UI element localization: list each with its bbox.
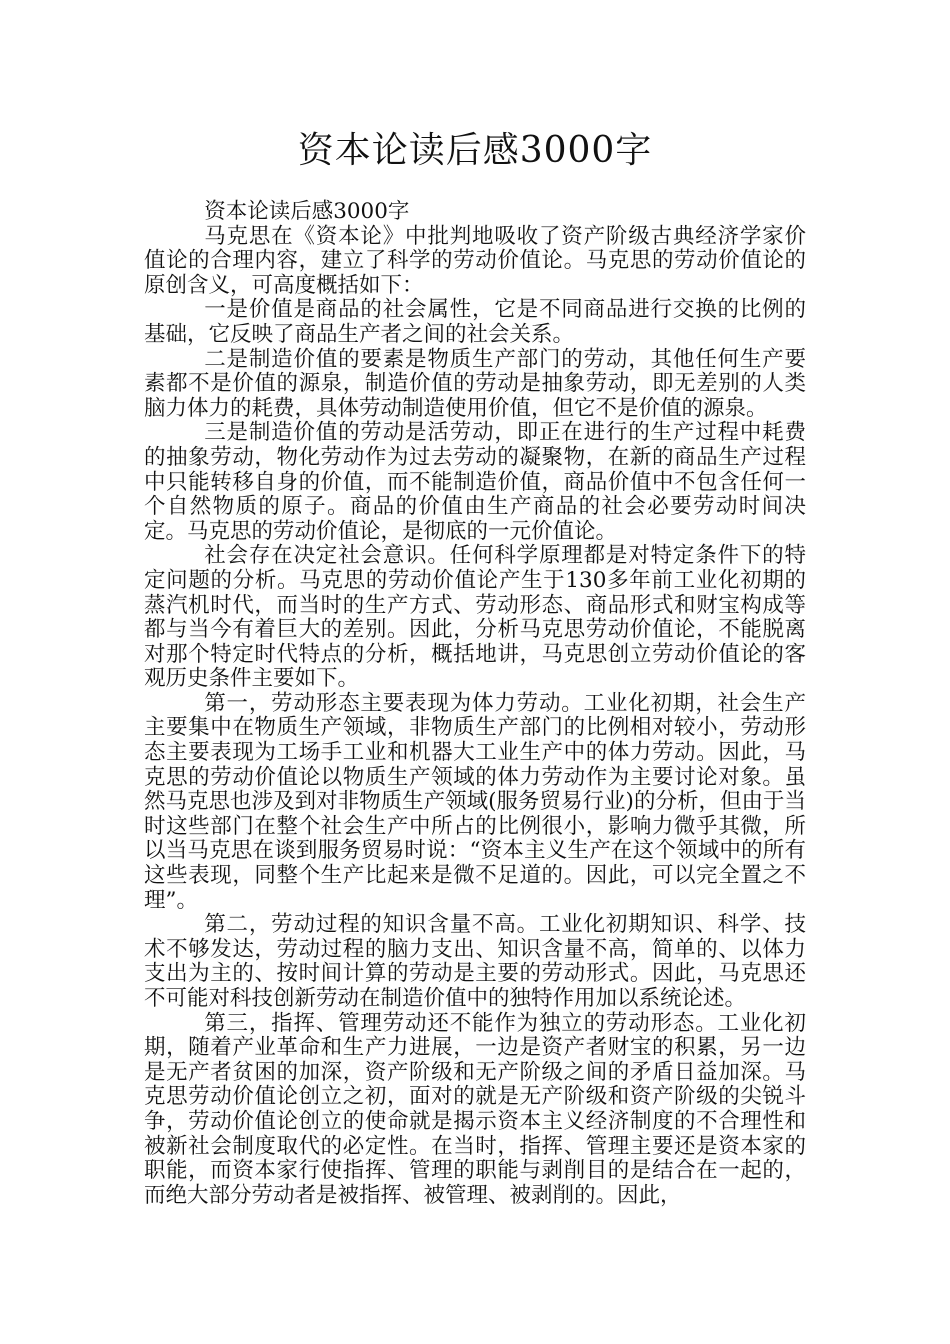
paragraph-subtitle: 资本论读后感3000字 [204,199,410,224]
paragraph-intro: 马克思在《资本论》中批判地吸收了资产阶级古典经济学家价值论的合理内容，建立了科学的劳动价值论。马克思的劳动价值论的原创含义，可高度概括如下： [144,223,806,298]
paragraph-social-existence: 社会存在决定社会意识。任何科学原理都是对特定条件下的特定问题的分析。马克思的劳动价值论产生于130多年前工业化初期的蒸汽机时代，而当时的生产方式、劳动形态、商品形式和财宝构成等都与当今有着巨大的差别。因此，分析马克思劳动价值论，不能脱离对那个特定时代特点的分析，概括地讲，马克思创立劳动价值论的客观历史条件主要如下。 [144,543,806,692]
paragraph-point-one: 一是价值是商品的社会属性，它是不同商品进行交换的比例的基础，它反映了商品生产者之间的社会关系。 [144,297,806,347]
document-body [144,200,806,1208]
paragraph-point-two: 二是制造价值的要素是物质生产部门的劳动，其他任何生产要素都不是价值的源泉，制造价值的劳动是抽象劳动，即无差别的人类脑力体力的耗费，具体劳动制造使用价值，但它不是价值的源泉。 [144,346,806,421]
paragraph-second-condition: 第二，劳动过程的知识含量不高。工业化初期知识、科学、技术不够发达，劳动过程的脑力支出、知识含量不高，简单的、以体力支出为主的、按时间计算的劳动是主要的劳动形式。因此，马克思还不可能对科技创新劳动在制造价值中的独特作用加以系统论述。 [144,912,806,1011]
paragraph-point-three: 三是制造价值的劳动是活劳动，即正在进行的生产过程中耗费的抽象劳动，物化劳动作为过去劳动的凝聚物，在新的商品生产过程中只能转移自身的价值，而不能制造价值，商品价值中不包含任何一个自然物质的原子。商品的价值由生产商品的社会必要劳动时间决定。马克思的劳动价值论，是彻底的一元价值论。 [144,420,806,544]
paragraph-first-condition: 第一，劳动形态主要表现为体力劳动。工业化初期，社会生产主要集中在物质生产领域，非物质生产部门的比例相对较小，劳动形态主要表现为工场手工业和机器大工业生产中的体力劳动。因此，马克思的劳动价值论以物质生产领域的体力劳动作为主要讨论对象。虽然马克思也涉及到对非物质生产领域(服务贸易行业)的分析，但由于当时这些部门在整个社会生产中所占的比例很小，影响力微乎其微，所以当马克思在谈到服务贸易时说：“资本主义生产在这个领域中的所有这些表现，同整个生产比起来是微不足道的。因此，可以完全置之不理”。 [144,690,806,913]
document-title: 资本论读后感3000字 [297,130,653,171]
paragraph-third-condition: 第三，指挥、管理劳动还不能作为独立的劳动形态。工业化初期，随着产业革命和生产力进展，一边是资产者财宝的积累，另一边是无产者贫困的加深，资产阶级和无产阶级之间的矛盾日益加深。马克思劳动价值论创立之初，面对的就是无产阶级和资产阶级的尖锐斗争，劳动价值论创立的使命就是揭示资本主义经济制度的不合理性和被新社会制度取代的必定性。在当时，指挥、管理主要还是资本家的职能，而资本家行使指挥、管理的职能与剥削目的是结合在一起的，而绝大部分劳动者是被指挥、被管理、被剥削的。因此， [144,1010,806,1208]
